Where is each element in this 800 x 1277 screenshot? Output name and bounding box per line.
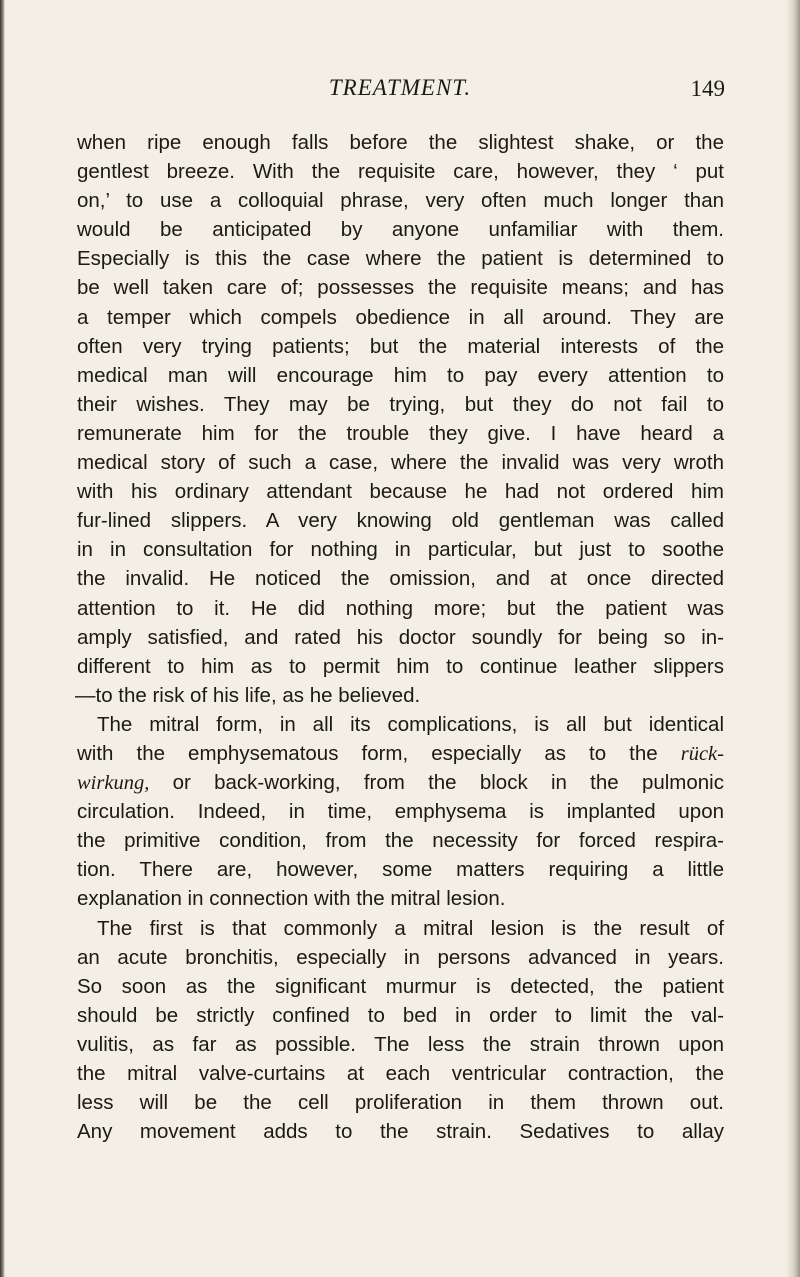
body-text (77, 128, 724, 1146)
text-line: a temper which compels obedience in all around. They are (77, 305, 724, 329)
paragraph-first-line: The first is that commonly a mitral lesion is the result of (97, 916, 724, 940)
foreign-term: wirkung, (77, 772, 150, 795)
text-line: circulation. Indeed, in time, emphysema is implanted upon (77, 800, 724, 824)
text-line: gentlest breeze. With the requisite care, however, they ‘ put (77, 160, 724, 184)
text-line: less will be the cell proliferation in them thrown out. (77, 1091, 724, 1115)
text-line: often very trying patients; but the material interests of the (77, 334, 724, 358)
text-line: attention to it. He did nothing more; but the patient was (77, 596, 724, 620)
text-line: So soon as the significant murmur is detected, the patient (77, 974, 724, 998)
text-line: the mitral valve-curtains at each ventricular contraction, the (77, 1062, 724, 1085)
text-line: medical man will encourage him to pay every attention to (77, 363, 724, 387)
text-line: tion. There are, however, some matters requiring a little (77, 858, 724, 882)
text-line: amply satisfied, and rated his doctor soundly for being so in- (77, 625, 724, 649)
text-line: their wishes. They may be trying, but they do not fail to (77, 392, 724, 416)
text-line: when ripe enough falls before the slightest shake, or the (77, 131, 724, 154)
text-line: the primitive condition, from the necessity for forced respira- (77, 829, 724, 853)
text-line: vulitis, as far as possible. The less the strain thrown upon (77, 1032, 724, 1056)
text-line: Especially is this the case where the patient is determined to (77, 247, 724, 271)
text-line: Any movement adds to the strain. Sedatives to allay (77, 1120, 724, 1144)
paragraph-first-line: The mitral form, in all its complications, is all but identical (97, 712, 724, 736)
page-gutter-shadow (786, 0, 800, 1277)
text-line: fur-lined slippers. A very knowing old gentleman was called (77, 509, 724, 533)
text-line: in in consultation for nothing in particular, but just to soothe (77, 538, 724, 562)
text-line (77, 739, 724, 768)
text-segment: with the emphysematous form, especially as to the (77, 741, 658, 765)
text-segment: or back-working, from the block in the pulmonic (172, 771, 724, 795)
text-line: with his ordinary attendant because he had not ordered him (77, 480, 724, 504)
text-line: be well taken care of; possesses the requisite means; and has (77, 276, 724, 300)
text-line: —to the risk of his life, as he believed. (75, 683, 421, 707)
text-line (77, 768, 724, 797)
foreign-term: rück- (680, 742, 724, 765)
text-line: on,’ to use a colloquial phrase, very often much longer than (77, 189, 724, 213)
page-header (75, 75, 725, 115)
page-number: 149 (690, 76, 725, 101)
running-title: TREATMENT. (328, 75, 472, 100)
page-left-edge (0, 0, 5, 1277)
text-line: the invalid. He noticed the omission, and at once directed (77, 567, 724, 591)
text-line: would be anticipated by anyone unfamiliar with them. (77, 218, 724, 242)
text-line: should be strictly confined to bed in order to limit the val- (77, 1003, 724, 1027)
text-line: an acute bronchitis, especially in persons advanced in years. (77, 945, 724, 969)
text-line: remunerate him for the trouble they give. I have heard a (77, 421, 724, 445)
text-line: explanation in connection with the mitral lesion. (77, 887, 506, 911)
text-line: medical story of such a case, where the invalid was very wroth (77, 451, 724, 475)
text-line: different to him as to permit him to continue leather slippers (77, 654, 724, 678)
